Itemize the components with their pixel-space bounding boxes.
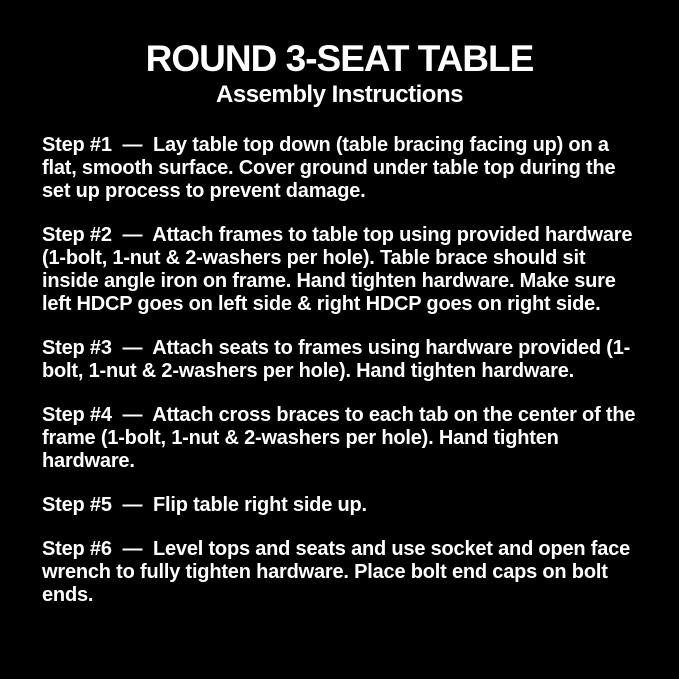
step-5-paragraph: Step #5 — Flip table right side up. bbox=[42, 494, 367, 516]
step-1-paragraph: Step #1 — Lay table top down (table bracing facing up) on a flat, smooth surface. Cover ground under table top during the set up process to prevent damage. bbox=[42, 134, 621, 202]
page-title: ROUND 3-SEAT TABLE bbox=[145, 38, 534, 79]
header bbox=[0, 0, 679, 107]
step-4-paragraph: Step #4 — Attach cross braces to each tab on the center of the frame (1-bolt, 1-nut & 2-washers per hole). Hand tighten hardware. bbox=[42, 404, 641, 472]
step-2-paragraph: Step #2 — Attach frames to table top using provided hardware (1-bolt, 1-nut & 2-washers per hole). Table brace should sit inside angle iron on frame. Hand tighten hardware. Make sure left HDCP goes on left side & right HDCP goes on right side. bbox=[42, 224, 638, 315]
step-6-paragraph: Step #6 — Level tops and seats and use socket and open face wrench to fully tighten hardware. Place bolt end caps on bolt ends. bbox=[42, 538, 636, 606]
steps-list bbox=[0, 134, 679, 607]
page-subtitle: Assembly Instructions bbox=[216, 81, 463, 108]
step-3-paragraph: Step #3 — Attach seats to frames using hardware provided (1-bolt, 1-nut & 2-washers per hole). Hand tighten hardware. bbox=[42, 337, 631, 382]
